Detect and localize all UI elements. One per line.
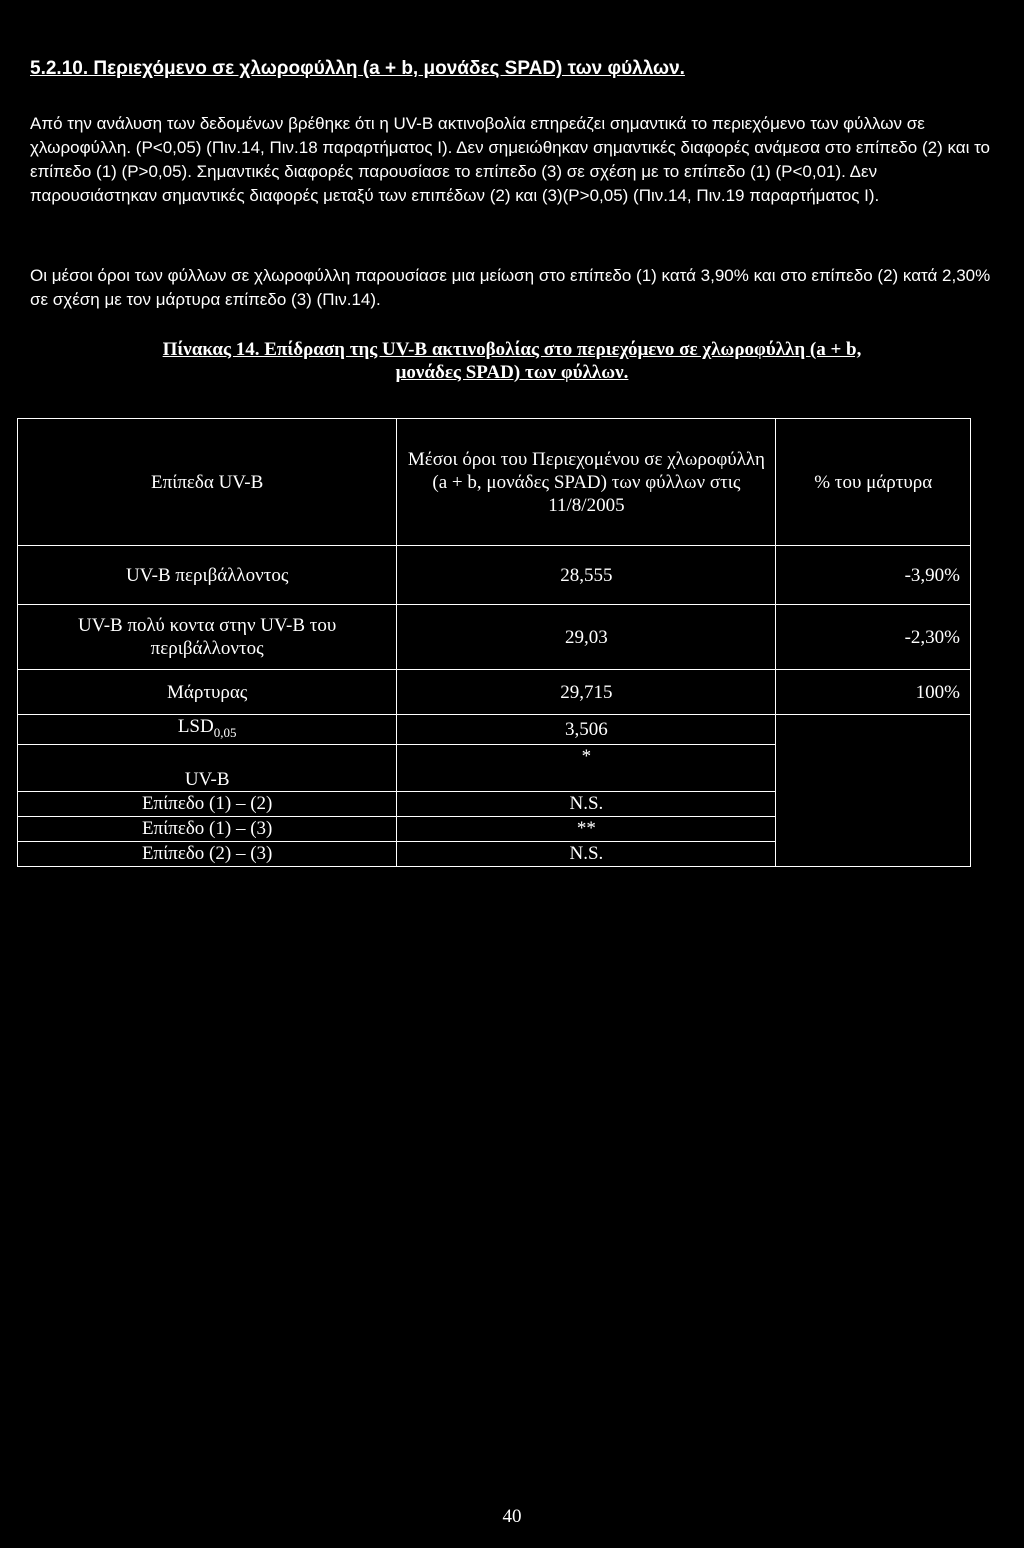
section-heading: 5.2.10. Περιεχόμενο σε χλωροφύλλη (a + b, μονάδες SPAD) των φύλλων. [30,58,685,79]
cell-mean: 29,03 [397,605,776,670]
header-percent: % του μάρτυρα [776,419,971,546]
page-number: 40 [502,1506,522,1527]
lsd-subscript: 0,05 [213,724,237,740]
paragraph-2: Οι μέσοι όροι των φύλλων σε χλωροφύλλη παρουσίασε μια μείωση στο επίπεδο (1) κατά 3,90% και στο επίπεδο (2) κατά 2,30% σε σχέση με τον μάρτυρα επίπεδο (3) (Πιν.14). [30,266,991,309]
cell-sig-label: UV-B [18,744,397,791]
paragraph-1: Από την ανάλυση των δεδομένων βρέθηκε ότι η UV-B ακτινοβολία επηρεάζει σημαντικά το περιεχόμενο των φύλλων σε χλωροφύλλη. (P<0,05) (Πιν.14, Πιν.18 παραρτήματος I). Δεν σημειώθηκαν σημαντικές διαφορές ανάμεσα στο επίπεδο (2) και το επίπεδο (1) (P>0,05). Σημαντικές διαφορές παρουσίασε το επίπεδο (3) σε σχέση με το επίπεδο (1) (P<0,01). Δεν παρουσιάστηκαν σημαντικές διαφορές μεταξύ των επιπέδων (2) και (3)(P>0,05) (Πιν.14, Πιν.19 παραρτήματος I). [30,114,991,205]
cell-level: Μάρτυρας [18,670,397,715]
table-row [18,670,971,715]
cell-sig-label: Επίπεδο (2) – (3) [18,841,397,866]
cell-lsd-label [18,715,397,745]
header-levels: Επίπεδα UV-B [18,419,397,546]
cell-sig-label: Επίπεδο (1) – (2) [18,791,397,816]
results-table [17,418,971,867]
cell-mean: 28,555 [397,546,776,605]
table-caption-line-1: Πίνακας 14. Επίδραση της UV-B ακτινοβολίας στο περιεχόμενο σε χλωροφύλλη (a + b, [162,339,862,360]
lsd-label: LSD [177,716,214,737]
table-row [18,546,971,605]
table-caption [0,338,1024,384]
cell-sig-value: ** [397,816,776,841]
cell-sig-value: * [397,744,776,791]
cell-level: UV-B πολύ κοντα στην UV-B του περιβάλλοντος [18,605,397,670]
cell-sig-value: N.S. [397,791,776,816]
table-caption-line-2: μονάδες SPAD) των φύλλων. [395,362,629,383]
cell-mean: 29,715 [397,670,776,715]
table-header-row [18,419,971,546]
header-means: Μέσοι όροι του Περιεχομένου σε χλωροφύλλη (a + b, μονάδες SPAD) των φύλλων στις 11/8/2005 [397,419,776,546]
cell-level: UV-B περιβάλλοντος [18,546,397,605]
empty-cell [776,715,971,867]
cell-sig-label: Επίπεδο (1) – (3) [18,816,397,841]
cell-percent: 100% [776,670,971,715]
cell-sig-value: N.S. [397,841,776,866]
table-row [18,605,971,670]
cell-percent: -3,90% [776,546,971,605]
cell-percent: -2,30% [776,605,971,670]
lsd-row [18,715,971,745]
cell-lsd-value: 3,506 [397,715,776,745]
